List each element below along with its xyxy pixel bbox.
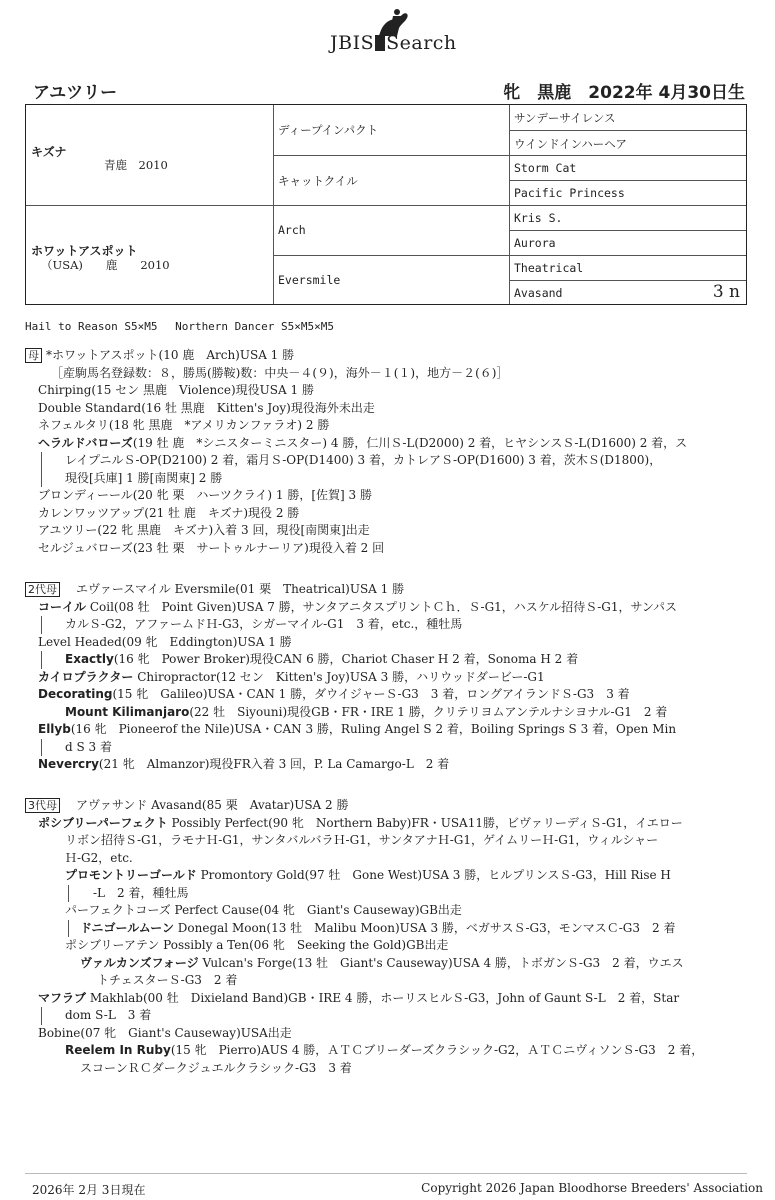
family-line: カレンワッツアップ(21 牡 鹿 キズナ)現役 2 勝 (38, 505, 300, 520)
third-dam-section (25, 797, 745, 1077)
offspring-name: コーイル (38, 599, 87, 614)
offspring-name: ドニゴールムーン (80, 920, 174, 935)
g3-name: サンデーサイレンス (514, 111, 616, 125)
g3-name: Theatrical (514, 261, 584, 275)
family-line (25, 470, 745, 488)
offspring-record: Promontory Gold(97 牡 Gone West)USA 3 勝，ヒルプリンスＳ-G3，Hill Rise H (196, 868, 671, 882)
pedigree-g3-cell (509, 130, 746, 155)
offspring-record: Donegal Moon(13 牡 Malibu Moon)USA 3 勝，ベガサスＳ-G3，モンマスＣ-G3 2 着 (173, 920, 676, 935)
offspring-record: リボン招待Ｓ-G1，ラモナＨ-G1，サンタバルバラＨ-G1，サンタアナＨ-G1，ゲイムリーＨ-G1，ウィルシャー (65, 833, 659, 847)
footer-copyright: Copyright 2026 Japan Bloodhorse Breeders' Association (421, 1181, 763, 1195)
pedigree-note: 3 n (712, 282, 740, 302)
g3-name: Kris S. (514, 211, 563, 225)
dam-name: ホワットアスポット (31, 244, 138, 258)
family-line: アヴァサンド Avasand(85 栗 Avatar)USA 2 勝 (76, 798, 349, 812)
tree-line (41, 470, 42, 488)
section-tag: 3代母 (25, 798, 60, 813)
pedigree-g2-cell (273, 155, 509, 205)
tree-line (68, 920, 69, 938)
jbis-search-logo (0, 8, 775, 54)
offspring-record: レイプニルＳ-OP(D2100) 2 着，霜月Ｓ-OP(D1400) 3 着，カトレアＳ-OP(D1600) 3 着，茨木Ｓ(D1800)， (65, 453, 662, 467)
pedigree-g2-cell (273, 105, 509, 155)
tree-line (41, 452, 42, 470)
family-line: ［産駒馬名登録数：８，勝馬(勝鞍)数：中央－４(９)，海外－１(１)，地方－２(６)］ (51, 365, 509, 380)
dam-family-section (25, 347, 745, 557)
family-line (25, 452, 745, 470)
family-line: Chirping(15 セン 黒鹿 Violence)現役USA 1 勝 (38, 383, 314, 397)
offspring-record: (19 牡 鹿 *シニスターミニスター) 4 勝，仁川Ｓ-L(D2000) 2 着，ヒヤシンスＳ-L(D1600) 2 着，ス (132, 435, 688, 450)
horse-header (30, 78, 745, 102)
offspring-name: Exactly (65, 652, 114, 666)
dam-detail: （USA) 鹿 2010 (41, 258, 170, 272)
pedigree-g3-cell (509, 255, 746, 280)
offspring-name: Decorating (38, 687, 113, 701)
pedigree-g3-cell (509, 280, 746, 304)
offspring-record: (21 牝 Almanzor)現役FR入着 3 回，P. La Camargo-L 2 着 (98, 757, 450, 771)
family-line: パーフェクトコーズ Perfect Cause(04 牝 Giant's Causeway)GB出走 (65, 903, 462, 917)
offspring-name: ポシブリーパーフェクト (38, 815, 168, 830)
offspring-record: d S 3 着 (65, 739, 112, 754)
offspring-name: プロモントリーゴールド (65, 868, 197, 882)
g3-name: ウインドインハーヘア (514, 137, 627, 151)
g2-name: ディープインパクト (278, 123, 379, 137)
pedigree-g2-cell (273, 205, 509, 255)
offspring-record: スコーンＲＣダークジュエルクラシック-G3 3 着 (80, 1060, 352, 1075)
offspring-record: Ｈ-G2，etc. (65, 850, 133, 865)
family-line: セルジュバローズ(23 牡 栗 サートゥルナーリア)現役入着 2 回 (38, 540, 385, 555)
family-line: ブロンディーール(20 牝 栗 ハーツクライ) 1 勝，[佐賀] 3 勝 (38, 488, 372, 502)
offspring-record: Vulcan's Forge(13 牡 Giant's Causeway)USA 4 勝，トボガンＳ-G3 2 着，ウエス (198, 955, 684, 970)
family-line: アユツリー(22 牝 黒鹿 キズナ)入着 3 回，現役[南関東]出走 (38, 523, 370, 537)
family-line (25, 435, 745, 453)
family-line: Double Standard(16 牡 黒鹿 Kitten's Joy)現役海外未出走 (38, 400, 375, 415)
family-line: ネフェルタリ(18 牝 黒鹿 *アメリカンファラオ) 2 勝 (38, 418, 330, 432)
g3-name: Storm Cat (514, 161, 577, 175)
logo-text-jbis: JBIS (330, 32, 375, 54)
offspring-name: Mount Kilimanjaro (65, 704, 190, 719)
offspring-record: カルＳ-G2，アファームドＨ-G3，シガーマイル-G1 3 着，etc.，種牡馬 (65, 617, 463, 631)
offspring-record: (15 牝 Pierro)AUS 4 勝，ＡＴＣブリーダーズクラシック-G2，ＡＴＣニヴィソンＳ-G3 2 着， (170, 1043, 704, 1057)
logo-text-search: Search (386, 32, 457, 54)
g2-name: キャットクイル (278, 174, 358, 188)
section-tag: 2代母 (25, 582, 60, 597)
offspring-name: カイロプラクター (38, 669, 134, 684)
family-line: Bobine(07 牝 Giant's Causeway)USA出走 (38, 1025, 292, 1040)
offspring-name: ヘラルドバローズ (38, 435, 133, 450)
family-line: エヴァースマイル Eversmile(01 栗 Theatrical)USA 1 勝 (76, 582, 405, 596)
offspring-record: トチェスターＳ-G3 2 着 (97, 973, 238, 987)
offspring-record: 現役[兵庫] 1 勝[南関東] 2 勝 (65, 470, 223, 485)
horse-info: 牝 黒鹿 2022年 4月30日生 (503, 83, 745, 103)
horse-name: アユツリー (33, 83, 118, 103)
offspring-name: ヴァルカンズフォージ (80, 955, 199, 970)
pedigree-g3-cell (509, 105, 746, 130)
offspring-name: マフラブ (38, 990, 87, 1005)
offspring-record: Makhlab(00 牡 Dixieland Band)GB・IRE 4 勝，ホーリスヒルＳ-G3，John of Gaunt S-L 2 着，Star (86, 990, 680, 1005)
offspring-record: Coil(08 牡 Point Given)USA 7 勝，サンタアニタスプリントＣｈ．Ｓ-G1，ハスケル招待Ｓ-G1，サンパス (86, 599, 678, 614)
family-line: ポシブリーアテン Possibly a Ten(06 牝 Seeking the Gold)GB出走 (65, 938, 449, 952)
g3-name: Avasand (514, 286, 563, 300)
pedigree-sire-cell (26, 105, 273, 205)
tree-line (41, 739, 42, 757)
offspring-record: (22 牡 Siyouni)現役GB・FR・IRE 1 勝，クリテリヨムアンテルナシヨナル-G1 2 着 (189, 704, 668, 719)
offspring-record: (16 牝 Power Broker)現役CAN 6 勝，Chariot Chaser H 2 着，Sonoma H 2 着 (113, 652, 579, 666)
sire-name: キズナ (31, 145, 67, 159)
offspring-record: Possibly Perfect(90 牝 Northern Baby)FR・USA11勝，ビヴァリーディＳ-G1，イエロー (167, 815, 683, 830)
g2-name: Arch (278, 223, 306, 237)
pedigree-dam-cell (26, 205, 273, 304)
pedigree-g2-cell (273, 255, 509, 304)
offspring-record: dom S-L 3 着 (65, 1008, 152, 1022)
pedigree-g3-cell (509, 230, 746, 255)
inbreeding-note: Hail to Reason S5×M5 Northern Dancer S5×M5×M5 (25, 320, 335, 333)
offspring-record: Chiropractor(12 セン Kitten's Joy)USA 3 勝，ハリウッドダービー-G1 (133, 669, 545, 684)
offspring-record: (16 牝 Pioneerof the Nile)USA・CAN 3 勝，Ruling Angel S 2 着，Boiling Springs S 3 着，Open Min (70, 722, 677, 736)
sire-detail: 青鹿 2010 (104, 158, 168, 172)
logo-divider-icon (375, 35, 385, 51)
offspring-name: Ellyb (38, 722, 71, 736)
footer-date: 2026年 2月 3日現在 (32, 1183, 146, 1197)
tree-line (41, 651, 42, 669)
offspring-record: -L 2 着，種牡馬 (93, 885, 189, 900)
family-line: *ホワットアスポット(10 鹿 Arch)USA 1 勝 (46, 348, 295, 362)
offspring-name: Reelem In Ruby (65, 1043, 171, 1057)
offspring-name: Nevercry (38, 757, 99, 771)
pedigree-g3-cell (509, 205, 746, 230)
tree-line (68, 885, 69, 903)
pedigree-table (25, 104, 747, 305)
pedigree-g3-cell (509, 180, 746, 205)
tree-line (41, 1007, 42, 1025)
pedigree-g3-cell (509, 155, 746, 180)
g3-name: Pacific Princess (514, 186, 625, 200)
g3-name: Aurora (514, 236, 556, 250)
second-dam-section (25, 581, 745, 774)
tree-line (41, 616, 42, 634)
section-tag: 母 (25, 348, 42, 363)
footer-divider (25, 1173, 747, 1174)
g2-name: Eversmile (278, 273, 341, 287)
offspring-record: (15 牝 Galileo)USA・CAN 1 勝，ダウイジャーＳ-G3 3 着，ロングアイランドＳ-G3 3 着 (112, 687, 630, 701)
family-line: Level Headed(09 牝 Eddington)USA 1 勝 (38, 634, 292, 649)
